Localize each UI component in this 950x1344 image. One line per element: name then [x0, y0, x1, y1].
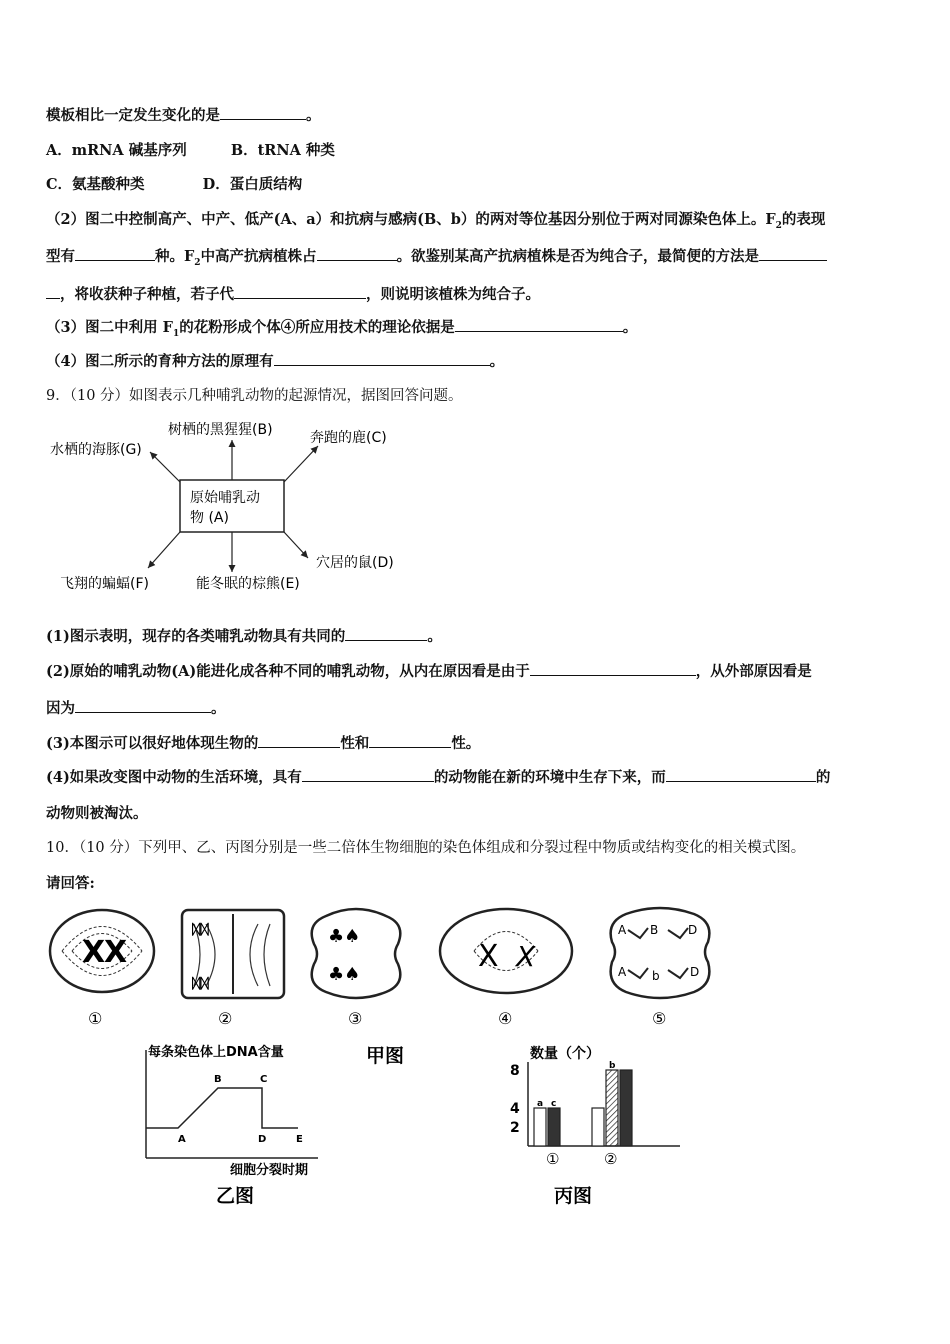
- q8-options-row-2: [46, 173, 302, 194]
- svg-text:A: A: [618, 923, 627, 937]
- q9-sub-4b: 动物则被淘汰。: [46, 805, 148, 822]
- svg-text:ᛞᛞ: ᛞᛞ: [192, 976, 209, 992]
- q8-options-row-1: [46, 139, 335, 160]
- answer-blank[interactable]: [530, 661, 696, 676]
- yi-title: 乙图: [216, 1185, 255, 1207]
- q8-part4: （4）图二所示的育种方法的原理有 。: [46, 353, 505, 370]
- cell-1-label: ①: [88, 1009, 103, 1028]
- q8-part2-line-3: ，将收获种子种植，若子代 ，则说明该植株为纯合子。: [46, 283, 540, 304]
- bing-bar-a: [534, 1108, 546, 1146]
- answer-blank[interactable]: [46, 284, 60, 299]
- q8-part2-line-1: （2）图二中控制高产、中产、低产(A、a）和抗病与感病(B、b）的两对等位基因分别位于两对同源染色体上。$F_2$的表现: [46, 211, 826, 231]
- yi-point-label: A: [178, 1134, 186, 1145]
- svg-text:X: X: [516, 940, 536, 973]
- bing-bar-c: [548, 1108, 560, 1146]
- answer-blank[interactable]: [220, 105, 306, 120]
- q10-heading-2: 请回答:: [46, 875, 95, 892]
- answer-blank[interactable]: [234, 284, 366, 299]
- option-b[interactable]: B．tRNA 种类: [230, 142, 335, 159]
- bing-category-label: ①: [546, 1150, 560, 1168]
- option-d[interactable]: D．蛋白质结构: [202, 176, 303, 193]
- answer-blank[interactable]: [75, 246, 155, 261]
- svg-text:D: D: [688, 923, 698, 937]
- svg-text:B: B: [650, 923, 659, 937]
- bing-tick-label: 4: [510, 1101, 520, 1117]
- yi-point-label: E: [296, 1134, 303, 1145]
- center-label-1: 原始哺乳动: [190, 490, 260, 506]
- yi-series-line: [146, 1088, 298, 1128]
- svg-text:D: D: [690, 965, 700, 979]
- arrow-f: [148, 532, 180, 568]
- answer-blank[interactable]: [75, 698, 211, 713]
- answer-blank[interactable]: [317, 246, 397, 261]
- answer-blank[interactable]: [759, 246, 827, 261]
- q9-heading: 9．（10 分）如图表示几种哺乳动物的起源情况，据图回答问题。: [46, 388, 463, 404]
- bing-tick-label: 8: [510, 1063, 520, 1079]
- bing-ylabel: 数量（个）: [530, 1046, 600, 1062]
- bing-bar-c: [620, 1070, 632, 1146]
- bing-bar-a: [592, 1108, 604, 1146]
- cell-3-label: ③: [348, 1009, 363, 1028]
- arrow-d: [284, 532, 308, 558]
- yi-point-label: D: [258, 1134, 267, 1145]
- svg-text:X: X: [82, 935, 106, 970]
- bing-tick-label: 2: [510, 1120, 520, 1136]
- cell-2-label: ②: [218, 1009, 233, 1028]
- bing-bar-label: b: [609, 1061, 616, 1071]
- q9-sub-2b: 因为 。: [46, 700, 226, 717]
- bing-bar-b: [606, 1070, 618, 1146]
- svg-text:A: A: [618, 965, 627, 979]
- svg-text:♣♠: ♣♠: [328, 926, 361, 947]
- answer-blank[interactable]: [345, 626, 427, 641]
- svg-text:ᛞᛞ: ᛞᛞ: [192, 922, 209, 938]
- yi-ylabel: 每条染色体上DNA含量: [148, 1045, 284, 1060]
- arrow-g: [150, 452, 180, 482]
- svg-text:X: X: [478, 939, 499, 974]
- cell-4: [440, 909, 572, 993]
- yi-point-label: B: [214, 1074, 222, 1085]
- q9-sub-3: (3)本图示可以很好地体现生物的 性和 性。: [46, 735, 481, 752]
- svg-text:b: b: [652, 969, 660, 983]
- bing-category-label: ②: [604, 1150, 618, 1168]
- svg-text:X: X: [104, 935, 128, 970]
- answer-blank[interactable]: [369, 733, 451, 748]
- svg-text:♣♠: ♣♠: [328, 964, 361, 985]
- label-b: 树栖的黑猩猩(B): [168, 422, 273, 438]
- q10-heading: 10．（10 分）下列甲、乙、丙图分别是一些二倍体生物细胞的染色体组成和分裂过程中物质或结构变化的相关模式图。: [46, 840, 806, 856]
- cell-5-label: ⑤: [652, 1009, 667, 1028]
- yi-xlabel: 细胞分裂时期: [230, 1163, 309, 1178]
- answer-blank[interactable]: [258, 733, 340, 748]
- answer-blank[interactable]: [666, 767, 816, 782]
- bing-title: 丙图: [554, 1185, 593, 1207]
- q9-sub-2: (2)原始的哺乳动物(A)能进化成各种不同的哺乳动物，从内在原因看是由于 ，从外部原因看是: [46, 663, 812, 680]
- q9-sub-4: (4)如果改变图中动物的生活环境，具有 的动物能在新的环境中生存下来，而 的: [46, 769, 831, 786]
- label-d: 穴居的鼠(D): [316, 555, 394, 571]
- option-a[interactable]: A．mRNA 碱基序列: [46, 142, 187, 159]
- bing-bar-label: c: [551, 1099, 557, 1109]
- q8-line-1: 模板相比一定发生变化的是 。: [46, 107, 321, 124]
- jia-title: 甲图: [366, 1045, 405, 1067]
- figure-bing: [500, 1040, 700, 1210]
- cell-3: [312, 909, 401, 998]
- q9-sub-1: (1)图示表明，现存的各类哺乳动物具有共同的 。: [46, 628, 442, 645]
- center-label-2: 物 (A): [190, 510, 229, 526]
- answer-blank[interactable]: [455, 317, 623, 332]
- answer-blank[interactable]: [274, 351, 490, 366]
- option-c[interactable]: C．氨基酸种类: [46, 176, 145, 193]
- cell-1: [50, 910, 154, 992]
- mammal-origin-diagram: [46, 410, 426, 602]
- q8-part3: （3）图二中利用 $F_1$的花粉形成个体④所应用技术的理论依据是 。: [46, 319, 638, 339]
- cell-4-label: ④: [498, 1009, 513, 1028]
- answer-blank[interactable]: [302, 767, 434, 782]
- bing-bar-label: a: [537, 1099, 544, 1109]
- label-g: 水栖的海豚(G): [50, 442, 142, 458]
- label-f: 飞翔的蝙蝠(F): [60, 576, 149, 592]
- label-c: 奔跑的鹿(C): [310, 430, 387, 446]
- q8-part2-line-2: 型有 种。$F_2$中高产抗病植株占 。欲鉴别某高产抗病植株是否为纯合子，最简便的方法是: [46, 245, 827, 268]
- arrow-c: [284, 446, 318, 482]
- label-e: 能冬眠的棕熊(E): [196, 576, 300, 592]
- figure-yi: [134, 1040, 344, 1210]
- yi-point-label: C: [260, 1074, 268, 1085]
- cell-5: [611, 908, 710, 998]
- cell-2: [182, 910, 284, 998]
